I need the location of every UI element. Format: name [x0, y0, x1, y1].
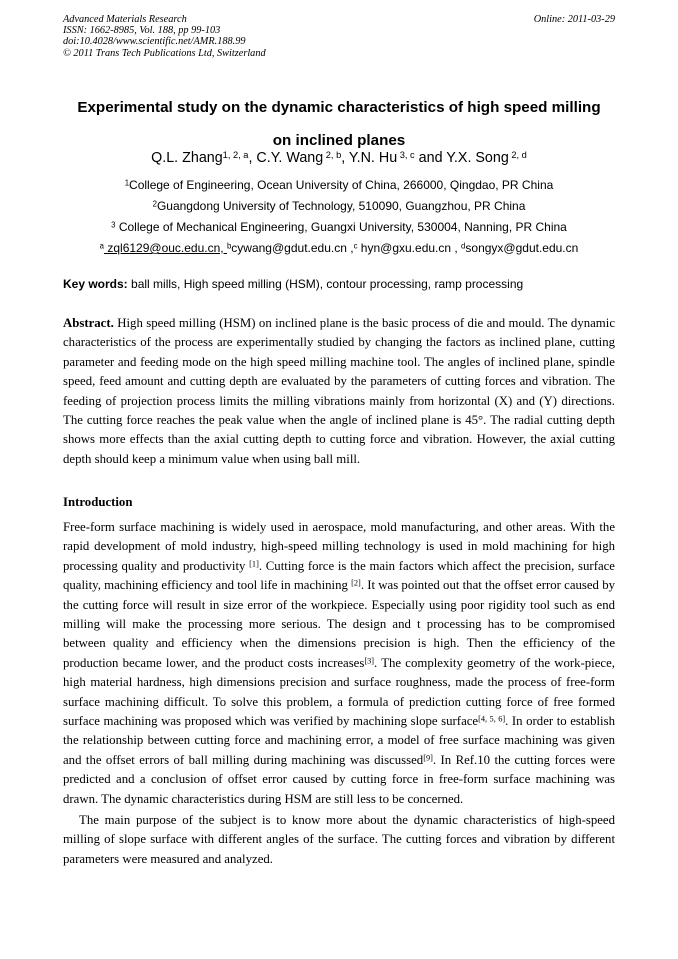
paper-title — [40, 91, 638, 157]
intro-text-5: . In order to establish the relationship between cutting force and machining error, a model of free surface machining was given and the offset errors of ball milling during machining was discussed — [63, 714, 615, 767]
email-a[interactable]: zql6129@ouc.edu.cn, — [104, 241, 227, 255]
intro-text-6: . In Ref.10 the cutting forces were predicted and a conclusion of offset error caused by cutting force in free-form surface machining was drawn. The dynamic characteristics during HSM are still less to be concerned. — [63, 752, 615, 806]
title-line-1: Experimental study on the dynamic characteristics of high speed milling — [77, 99, 601, 116]
online-date: Online: 2011-03-29 — [533, 14, 615, 25]
author-2-affil: 2, b — [323, 149, 342, 160]
citation-9[interactable]: [9] — [423, 753, 433, 763]
abstract-text: High speed milling (HSM) on inclined plane is the basic process of die and mould. The dynamic characteristics of the process are experimentally studied by changing the factors as inclined plane, cutting parameter and feeding mode on the high speed milling machine tool. The angles of inclined plane, spindle speed, feed amount and cutting depth are evaluated by the parameters of cutting forces and vibration. The feeding of projection process limits the milling vibrations mainly from horizontal (X) and (Y) directions. The cutting force reaches the peak value when the angle of inclined plane is 45°. The radial cutting depth shows more effects than the axial cutting depth to cutting force and vibration. However, the axial cutting depth should keep a minimum value when using ball mill. — [63, 316, 615, 466]
author-3: , Y.N. Hu — [341, 150, 398, 166]
introduction-paragraph-1 — [63, 518, 615, 809]
keywords-text: ball mills, High speed milling (HSM), contour processing, ramp processing — [127, 277, 524, 291]
intro-text-4: . The complexity geometry of the work-piece, high material hardness, high dimensions precision and surface roughness, made the process of free-form surface machining difficult. To solve this problem, a formula of prediction cutting force of free formed surface machining was proposed which was verified by machining slope surface — [63, 655, 615, 729]
journal-header — [63, 14, 615, 59]
affiliation-3 — [0, 220, 678, 234]
affiliation-2-text: Guangdong University of Technology, 510090, Guangzhou, PR China — [156, 199, 526, 213]
email-d-mark: d — [461, 241, 466, 251]
email-b-mark: b — [226, 241, 232, 251]
intro-text-1: Free-form surface machining is widely used in aerospace, mold manufacturing, and other areas. With the rapid development of mold industry, high-speed milling technology is used in mold machining for high processing quality and productivity — [63, 520, 615, 573]
author-2: , C.Y. Wang — [248, 150, 324, 166]
abstract — [63, 314, 615, 469]
citation-1[interactable]: [1] — [249, 559, 259, 569]
intro-text-2: . Cutting force is the main factors which affect the precision, surface quality, machining efficiency and tool life in machining — [63, 558, 615, 593]
title-line-2: on inclined planes — [272, 132, 406, 149]
issn-line: ISSN: 1662-8985, Vol. 188, pp 99-103 — [63, 25, 221, 37]
author-list — [0, 150, 678, 166]
email-c[interactable]: hyn@gxu.edu.cn , — [357, 241, 462, 255]
abstract-label: Abstract. — [63, 316, 114, 330]
email-a-mark: a — [99, 241, 105, 251]
affiliation-2-mark: 2 — [152, 199, 157, 209]
affiliation-1-mark: 1 — [124, 178, 130, 188]
journal-name: Advanced Materials Research — [63, 14, 187, 25]
affiliation-3-mark: 3 — [111, 220, 116, 230]
doi-line[interactable]: doi:10.4028/www.scientific.net/AMR.188.99 — [63, 36, 246, 48]
citation-2[interactable]: [2] — [351, 578, 361, 588]
affiliation-2 — [0, 199, 678, 213]
author-3-affil: 3, c — [397, 149, 415, 160]
citation-4-6[interactable]: [4, 5, 6] — [478, 714, 506, 724]
affiliation-1 — [0, 178, 678, 192]
author-1: Q.L. Zhang — [151, 150, 223, 166]
affiliation-3-text: College of Mechanical Engineering, Guangxi University, 530004, Nanning, PR China — [115, 220, 567, 234]
introduction-heading: Introduction — [63, 495, 133, 509]
copyright-line: © 2011 Trans Tech Publications Ltd, Switzerland — [63, 47, 266, 59]
introduction-paragraph-2: The main purpose of the subject is to know more about the dynamic characteristics of high-speed milling of slope surface with different angles of the surface. The cutting forces and vibration by different parameters were measured and analyzed. — [63, 813, 615, 866]
keywords-label: Key words: — [63, 277, 128, 291]
author-4-affil: 2, d — [508, 149, 527, 160]
author-1-affil: 1, 2, a — [222, 149, 249, 160]
author-4: and Y.X. Song — [414, 150, 509, 166]
email-c-mark: c — [353, 241, 358, 251]
email-list — [0, 241, 678, 255]
keywords — [63, 277, 523, 291]
citation-3[interactable]: [3] — [364, 656, 375, 666]
email-d[interactable]: songyx@gdut.edu.cn — [465, 241, 579, 255]
affiliation-1-text: College of Engineering, Ocean University of China, 266000, Qingdao, PR China — [129, 178, 554, 192]
email-b[interactable]: cywang@gdut.edu.cn , — [231, 241, 354, 255]
intro-text-3: . It was pointed out that the offset error caused by the cutting force will result in size error of the workpiece. Especially using poor rigidity tool such as end milling will make the processing more serious. The design and t processing has to be compromised between quality and efficiency when the dimensions precision is high. Then the efficiency of the production became lower, and the product costs increases — [63, 578, 615, 670]
